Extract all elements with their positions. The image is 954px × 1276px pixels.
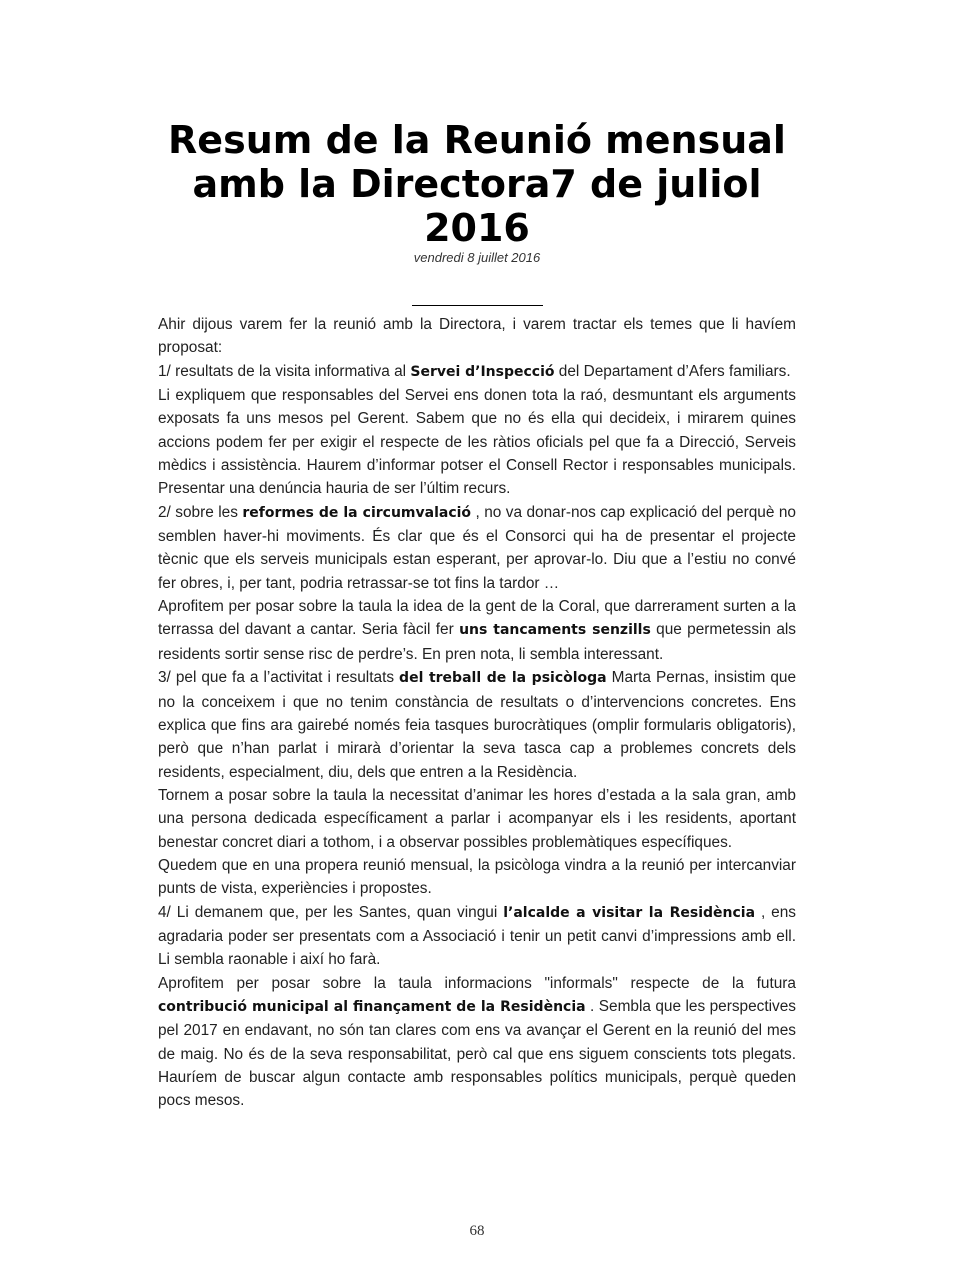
- body-paragraph: [158, 313, 796, 360]
- body-paragraph: [158, 901, 796, 972]
- text-run: , ens agradaria poder ser presentats com a Associació i tenir un petit canvi d’impressions amb ell. Li sembla raonable i així ho farà.: [158, 903, 796, 969]
- text-run: . Sembla que les perspectives pel 2017 en endavant, no són tan clares com ens va avançar el Gerent en la reunió del mes de maig. No és de la seva responsabilitat, però cal que ens siguem conscients tots plegats. Hauríem de buscar algun contacte amb responsables polítics municipals, perquè queden pocs mesos.: [158, 997, 797, 1110]
- text-run: Marta Pernas, insistim que no la conceixem i que no tenim constància de resultats o d’intervencions concretes. Ens explica que fins ara gairebé només feia tasques burocràtiques (omplir formularis obligatoris), però que n’han parlat i mirarà d’orientar la seva tasca cap a problemes concrets dels residents, especialment, diu, dels que entren a la Residència.: [158, 669, 796, 781]
- body-paragraph: [158, 854, 796, 901]
- bold-phrase: reformes de la circumvalació: [242, 504, 472, 521]
- text-run: Li expliquem que responsables del Servei ens donen tota la raó, desmuntant els arguments exposats fa uns mesos pel Gerent. Sabem que no és ella qui decideix, i mirarem quines accions podem fer per exigir el respecte de les ràtios oficials pel que fa a Direcció, Serveis mèdics i assistència. Haurem d’informar potser el Consell Rector i responsables municipals. Presentar una denúncia hauria de ser l’últim recurs.: [158, 387, 796, 498]
- bold-phrase: uns tancaments senzills: [459, 622, 651, 639]
- body-paragraph: [158, 666, 796, 784]
- text-run: , no va donar-nos cap explicació del perquè no semblen haver-hi moviments. És clar que és el Consorci qui ha de presentar el projecte tècnic que els serveis municipals estan esperant, per aprovar-lo. Diu que a l’estiu no convé fer obres, i, per tant, podria retrassar-se tot fins la tardor …: [158, 503, 796, 592]
- text-run: 4/ Li demanem que, per les Santes, quan vingui: [158, 903, 504, 921]
- page-number: 68: [469, 1223, 485, 1239]
- bold-phrase: contribució municipal al finançament de la Residència: [158, 998, 586, 1015]
- text-run: que permetessin als residents sortir sense risc de perdre’s. En pren nota, li sembla interessant.: [158, 621, 797, 663]
- text-run: Aprofitem per posar sobre la taula la idea de la gent de la Coral, que darrerament surten a la terrassa del davant a cantar. Seria fàcil fer: [158, 598, 796, 639]
- bold-phrase: del treball de la psicòloga: [399, 670, 607, 687]
- bold-phrase: l’alcalde a visitar la Residència: [503, 904, 756, 921]
- text-run: 2/ sobre les: [158, 503, 243, 521]
- body-paragraph: [158, 501, 796, 595]
- separator-line: [412, 305, 543, 306]
- body-paragraph: [158, 972, 796, 1113]
- text-run: del Departament d’Afers familiars.: [554, 362, 791, 380]
- body-paragraph: [158, 784, 796, 854]
- text-run: 1/ resultats de la visita informativa al: [158, 362, 411, 380]
- body-paragraph: [158, 384, 796, 501]
- body-paragraph: [158, 360, 796, 384]
- article-body: [158, 313, 796, 1113]
- text-run: 3/ pel que fa a l’activitat i resultats: [158, 669, 400, 687]
- article-title: Resum de la Reunió mensual amb la Directora7 de juliol 2016: [168, 118, 786, 250]
- text-run: Aprofitem per posar sobre la taula informacions "informals" respecte de la futura: [158, 974, 796, 992]
- article-date: vendredi 8 juillet 2016: [413, 250, 541, 265]
- bold-phrase: Servei d’Inspecció: [410, 363, 555, 380]
- text-run: Ahir dijous varem fer la reunió amb la Directora, i varem tractar els temes que li havíem proposat:: [158, 316, 796, 357]
- text-run: Quedem que en una propera reunió mensual, la psicòloga vindra a la reunió per intercanviar punts de vista, experiències i propostes.: [158, 856, 796, 898]
- body-paragraph: [158, 595, 796, 666]
- text-run: Tornem a posar sobre la taula la necessitat d’animar les hores d’estada a la sala gran, amb una persona dedicada específicament a parlar i acompanyar els i les residents, aportant benestar concret diari a tothom, i a observar possibles problemàtiques específiques.: [158, 786, 796, 851]
